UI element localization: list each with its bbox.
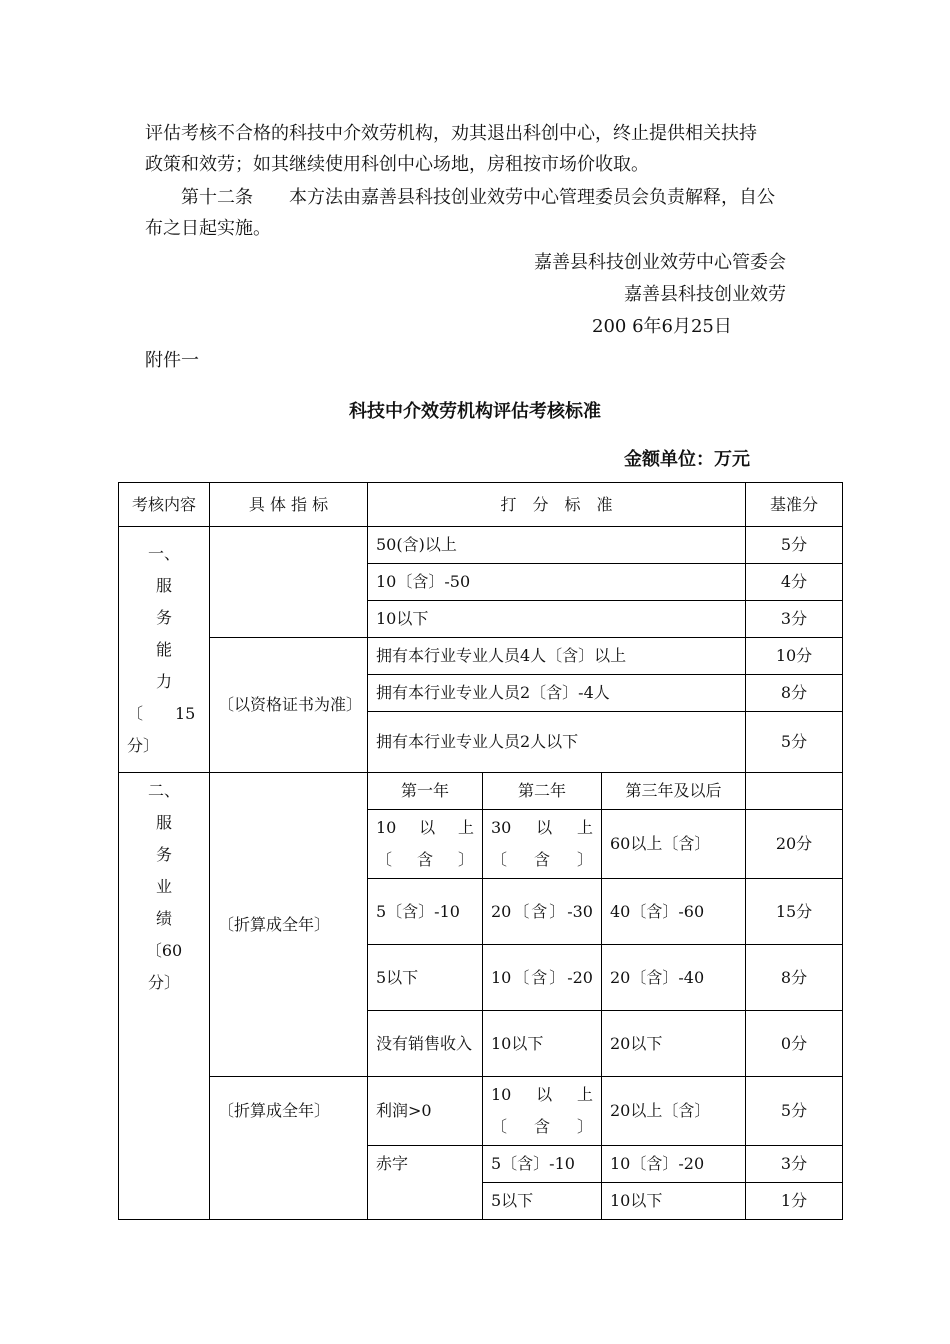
score-cell: 8分 [746,675,843,712]
standard-cell: 拥有本行业专业人员4人〔含〕以上 [368,638,746,675]
standard-cell: 50(含)以上 [368,527,746,564]
paragraph-2-line-2: 布之日起实施。 [145,218,271,239]
score-cell: 15分 [746,879,843,945]
score-cell: 5分 [746,1077,843,1146]
standard-cell: 10以下 [368,601,746,638]
year-3-cell: 10〔含〕-20 [602,1146,746,1183]
table-row [119,1077,843,1146]
signature-org-1: 嘉善县科技创业效劳中心管委会 [534,252,786,273]
table-header-row [119,483,843,527]
section-1-indicator-2: 〔以资格证书为准〕 [210,638,368,773]
year-1-cell: 5以下 [368,945,483,1011]
paragraph-1-line-1: 评估考核不合格的科技中介效劳机构，劝其退出科创中心，终止提供相关扶持 [145,123,757,144]
score-cell: 4分 [746,564,843,601]
document-title: 科技中介效劳机构评估考核标准 [349,401,601,422]
section-1-char: 能 [155,639,172,659]
paragraph-1-line-2: 政策和效劳；如其继续使用科创中心场地，房租按市场价收取。 [145,154,649,175]
section-2-points: 〔60 [145,941,183,960]
year-header-1: 第一年 [368,773,483,810]
standard-cell: 拥有本行业专业人员2〔含〕-4人 [368,675,746,712]
attachment-label: 附件一 [145,350,199,371]
section-2-label [119,773,210,1220]
year-3-cell: 20以上〔含〕 [602,1077,746,1146]
score-cell: 8分 [746,945,843,1011]
year-1-cell: 利润>0 [368,1077,483,1146]
section-2-char: 绩 [155,909,172,928]
score-cell: 3分 [746,601,843,638]
score-cell: 10分 [746,638,843,675]
table-row [119,527,843,564]
table-row [119,773,843,810]
section-1-char: 务 [155,607,172,627]
section-1-label [119,527,210,773]
section-1-number: 一、 [147,543,180,563]
score-cell: 0分 [746,1011,843,1077]
year-1-cell: 5〔含〕-10 [368,879,483,945]
unit-label: 金额单位：万元 [624,449,750,470]
section-2-char: 服 [155,813,172,832]
table-row [119,638,843,675]
section-1-points: 〔 15 [127,703,196,723]
score-cell: 20分 [746,810,843,879]
year-3-cell: 40〔含〕-60 [602,879,746,945]
year-2-cell: 10 以 上〔含〕 [483,1077,602,1146]
year-header-2: 第二年 [483,773,602,810]
standard-cell: 拥有本行业专业人员2人以下 [368,712,746,773]
signature-date: 200 6年6月25日 [592,316,732,337]
score-cell: 5分 [746,527,843,564]
score-cell: 5分 [746,712,843,773]
year-1-cell: 没有销售收入 [368,1011,483,1077]
section-1-indicator-1 [210,527,368,638]
section-2-char: 业 [155,877,172,896]
year-header-3: 第三年及以后 [602,773,746,810]
year-2-cell: 20〔含〕-30 [483,879,602,945]
section-2-indicator-1: 〔折算成全年〕 [210,773,368,1077]
header-score: 基准分 [746,483,843,527]
section-2-points-unit: 分〕 [147,973,180,992]
section-2-indicator-2: 〔折算成全年〕 [210,1077,368,1220]
year-1-cell [368,1183,483,1220]
header-indicator: 具 体 指 标 [210,483,368,527]
year-1-cell: 赤字 [368,1146,483,1183]
year-2-cell: 5以下 [483,1183,602,1220]
score-cell: 1分 [746,1183,843,1220]
year-3-cell: 10以下 [602,1183,746,1220]
year-1-cell: 10 以 上〔含〕 [368,810,483,879]
standard-cell: 10〔含〕-50 [368,564,746,601]
section-1-points-unit: 分〕 [127,735,160,755]
paragraph-2-line-1: 第十二条 本方法由嘉善县科技创业效劳中心管理委员会负责解释，自公 [181,187,775,208]
section-2-char: 务 [155,845,172,864]
header-standard: 打 分 标 准 [368,483,746,527]
year-3-cell: 20以下 [602,1011,746,1077]
section-2-number: 二、 [147,781,180,800]
year-2-cell: 30 以 上〔含〕 [483,810,602,879]
score-cell: 3分 [746,1146,843,1183]
evaluation-table [118,482,843,1220]
year-3-cell: 20〔含〕-40 [602,945,746,1011]
year-2-cell: 10以下 [483,1011,602,1077]
year-2-cell: 5〔含〕-10 [483,1146,602,1183]
year-3-cell: 60以上〔含〕 [602,810,746,879]
signature-org-2: 嘉善县科技创业效劳 [624,284,786,305]
section-1-char: 服 [155,575,172,595]
year-2-cell: 10〔含〕-20 [483,945,602,1011]
header-content: 考核内容 [119,483,210,527]
section-1-char: 力 [155,671,172,691]
score-cell-empty [746,773,843,810]
